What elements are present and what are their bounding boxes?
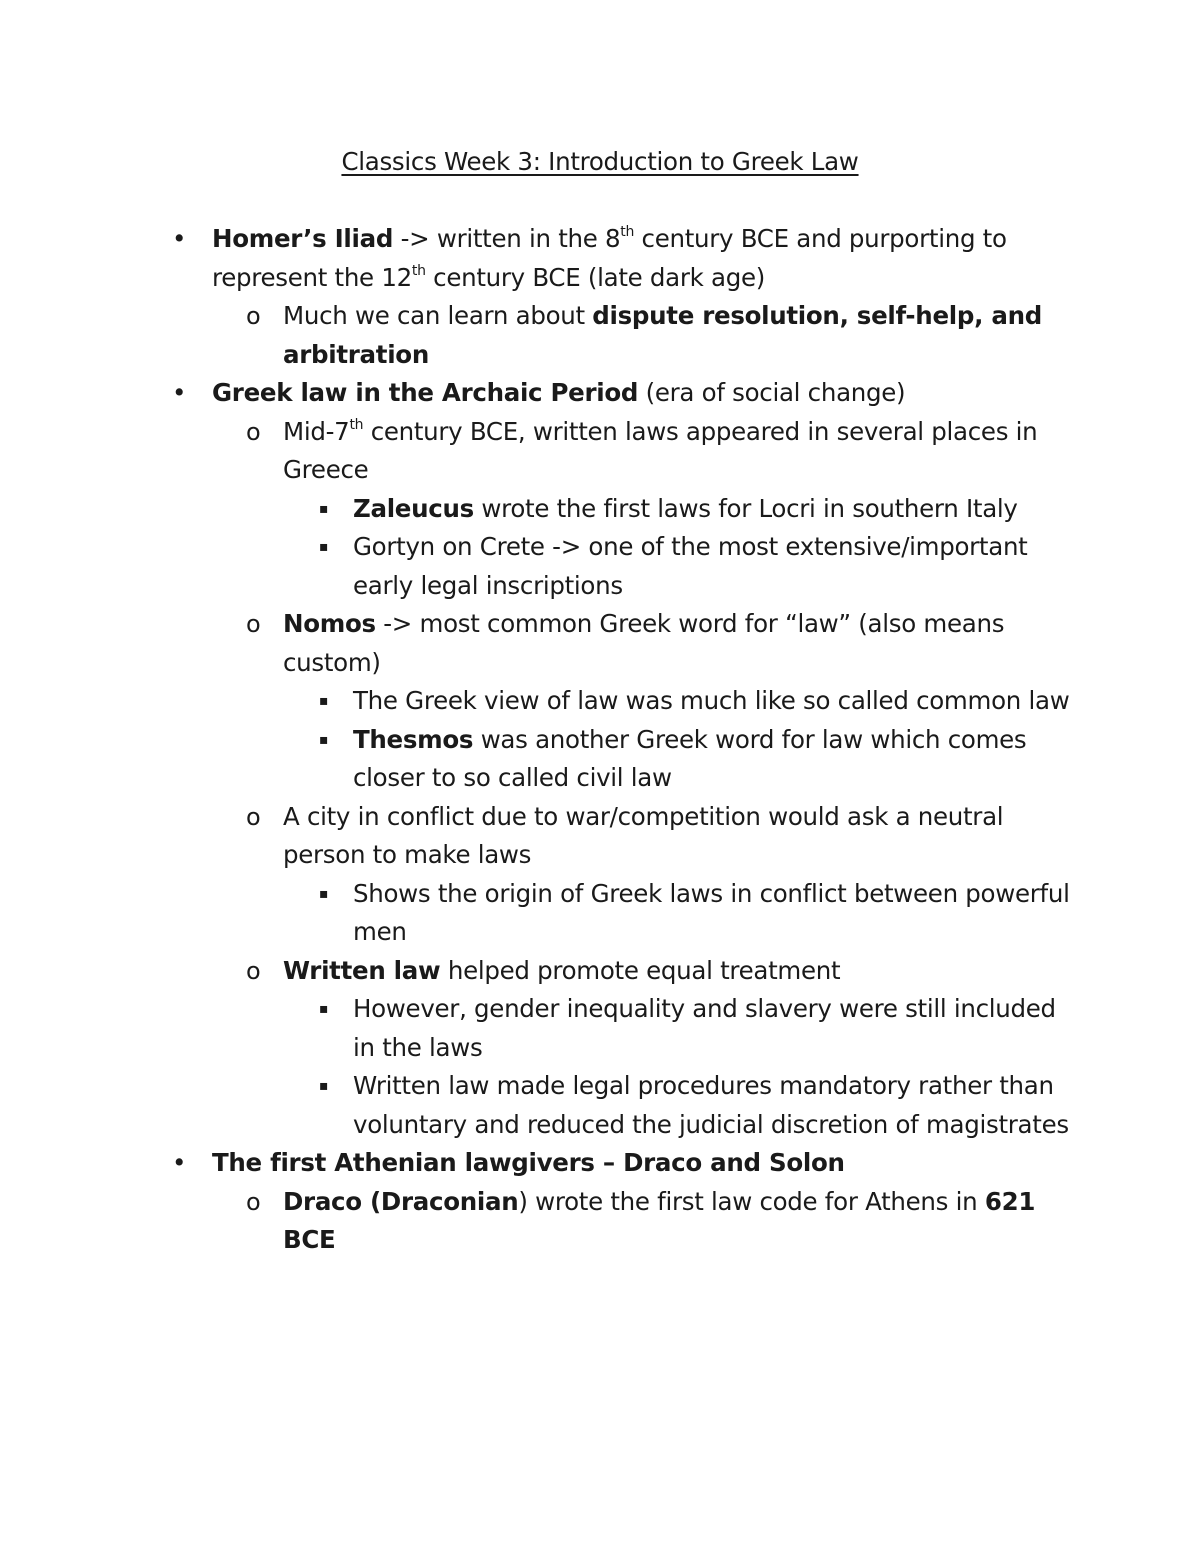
text-run: ) wrote the first law code for Athens in: [518, 1186, 985, 1216]
square-marker: ▪: [319, 1001, 329, 1017]
text-run: century BCE and purporting to represent the 12: [212, 224, 1007, 292]
list-item-level-3: [0, 1067, 1073, 1144]
square-marker: ▪: [319, 693, 329, 709]
bold-text: Thesmos: [353, 724, 474, 754]
list-item-level-3: [0, 490, 1073, 529]
text-run: helped promote equal treatment: [440, 955, 841, 985]
circle-marker: o: [246, 802, 261, 831]
bold-text: The first Athenian lawgivers – Draco and Solon: [212, 1148, 845, 1177]
bullet-marker: •: [172, 1148, 187, 1177]
superscript-text: th: [349, 416, 364, 433]
document-title: Classics Week 3: Introduction to Greek Law: [341, 147, 859, 176]
bold-text: Zaleucus: [353, 493, 474, 523]
bold-text: dispute resolution, self-help, and arbitration: [283, 301, 1042, 369]
list-item-level-1: [0, 220, 1072, 297]
bullet-marker: •: [172, 378, 187, 407]
text-run: wrote the first laws for Locri in southern Italy: [473, 493, 1018, 523]
text-run: -> written in the 8: [393, 224, 621, 253]
list-item-level-2: [0, 297, 1073, 374]
square-marker: ▪: [319, 731, 329, 748]
circle-marker: o: [246, 610, 261, 638]
bold-text: Draco (Draconian: [283, 1186, 519, 1216]
circle-marker: o: [246, 302, 261, 330]
text-run: Written law made legal procedures mandatory rather than voluntary and reduced the judicial discretion of magistrates: [353, 1071, 1069, 1139]
list-item-level-3: [0, 875, 1073, 952]
text-run: (era of social change): [638, 378, 906, 407]
circle-marker: o: [246, 417, 261, 446]
text-run: century BCE (late dark age): [425, 262, 766, 292]
text-run: century BCE, written laws appeared in several places in Greece: [283, 416, 1038, 484]
list-item-level-2: [0, 1183, 1073, 1260]
text-run: was another Greek word for law which comes closer to so called civil law: [353, 724, 1027, 792]
text-run: However, gender inequality and slavery were still included in the laws: [353, 994, 1056, 1062]
superscript-text: th: [411, 262, 426, 279]
text-run: Gortyn on Crete -> one of the most extensive/important early legal inscriptions: [353, 532, 1028, 600]
list-item-level-3: [0, 721, 1073, 798]
text-run: Mid-7: [283, 416, 350, 446]
list-item-level-2: [0, 605, 1073, 682]
text-run: Much we can learn about: [283, 301, 593, 330]
bold-text: 621 BCE: [283, 1186, 1036, 1254]
bold-text: Nomos: [283, 609, 376, 638]
text-run: A city in conflict due to war/competition would ask a neutral person to make laws: [283, 801, 1004, 869]
list-item-level-2: [0, 413, 1073, 490]
circle-marker: o: [246, 1187, 261, 1216]
bold-text: Written law: [283, 955, 441, 985]
bullet-marker: •: [172, 224, 187, 253]
superscript-text: th: [620, 224, 635, 240]
bold-text: Homer’s Iliad: [212, 224, 394, 253]
list-item-level-2: [0, 952, 1073, 991]
text-run: The Greek view of law was much like so called common law: [353, 686, 1070, 715]
list-item-level-1: [0, 374, 1072, 413]
text-run: -> most common Greek word for “law” (also means custom): [283, 609, 1005, 677]
bold-text: Greek law in the Archaic Period: [212, 378, 639, 407]
outline-list: [0, 220, 1200, 1260]
circle-marker: o: [246, 956, 261, 985]
square-marker: ▪: [319, 539, 329, 555]
list-item-level-3: [0, 990, 1073, 1067]
list-item-level-2: [0, 798, 1073, 875]
text-run: Shows the origin of Greek laws in conflict between powerful men: [353, 878, 1070, 946]
list-item-level-3: [0, 528, 1073, 605]
list-item-level-1: [0, 1144, 1072, 1183]
square-marker: ▪: [319, 500, 329, 517]
list-item-level-3: [0, 682, 1073, 721]
square-marker: ▪: [319, 885, 329, 902]
square-marker: ▪: [319, 1078, 329, 1094]
